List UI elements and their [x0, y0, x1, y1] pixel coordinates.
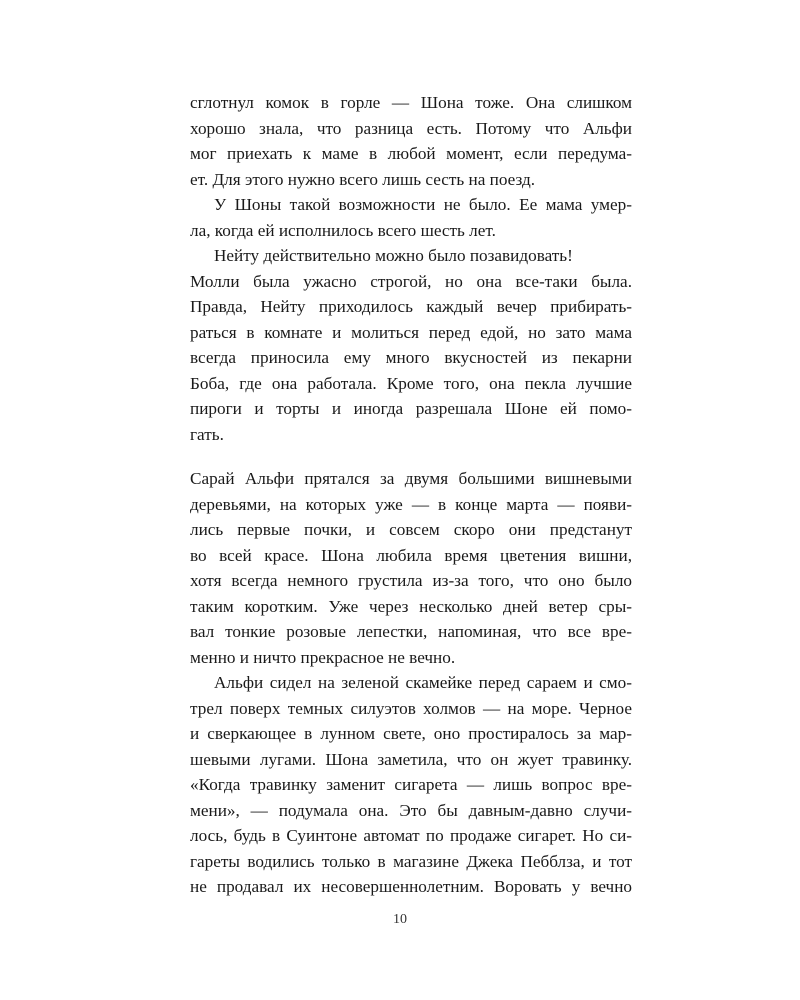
text-line: трел поверх темных силуэтов холмов — на море. Черное [190, 698, 632, 718]
text-line: Сарай Альфи прятался за двумя большими вишневыми [190, 469, 632, 488]
text-line: хотя всегда немного грустила из-за того, что оно было [190, 571, 632, 590]
text-line: лись первые почки, и совсем скоро они предстанут [190, 520, 632, 539]
text-line: Альфи сидел на зеленой скамейке перед сараем и смо- [214, 673, 632, 692]
text-line: не продавал их несовершеннолетним. Воровать у вечно [190, 877, 632, 896]
text-line: Боба, где она работала. Кроме того, она пекла лучшие [190, 373, 632, 393]
text-line: деревьями, на которых уже — в конце марта — появи- [190, 494, 632, 514]
text-line: Молли была ужасно строгой, но она все-таки была. [190, 271, 632, 291]
text-line: сглотнул комок в горле — Шона тоже. Она слишком [190, 93, 632, 112]
text-line: пироги и торты и иногда разрешала Шоне ей помо- [190, 399, 632, 418]
text-section-2 [190, 466, 632, 900]
text-line: во всей красе. Шона любила время цветения вишни, [190, 545, 632, 565]
text-line: Правда, Нейту приходилось каждый вечер прибирать- [190, 297, 632, 316]
text-line: мог приехать к маме в любой момент, если передума- [190, 144, 632, 163]
text-line: «Когда травинку заменит сигарета — лишь вопрос вре- [190, 775, 632, 794]
text-line: и сверкающее в лунном свете, оно простиралось за мар- [190, 724, 632, 743]
text-line: гареты водились только в магазине Джека Пебблза, и тот [190, 851, 632, 871]
text-line: шевыми лугами. Шона заметила, что он жует травинку. [190, 749, 632, 769]
text-line: Нейту действительно можно было позавидовать! [214, 246, 573, 265]
text-line: гать. [190, 424, 224, 444]
page-number: 10 [393, 912, 407, 927]
text-line: вал тонкие розовые лепестки, напоминая, что все вре- [190, 622, 632, 641]
text-line: лось, будь в Суинтоне автомат по продаже сигарет. Но си- [190, 826, 632, 845]
text-line: ет. Для этого нужно всего лишь сесть на поезд. [190, 169, 536, 189]
text-line: ла, когда ей исполнилось всего шесть лет. [190, 220, 496, 240]
text-line: раться в комнате и молиться перед едой, но зато мама [190, 322, 632, 342]
text-line: таким коротким. Уже через несколько дней ветер сры- [190, 596, 632, 616]
text-line: хорошо знала, что разница есть. Потому что Альфи [190, 118, 632, 138]
text-section-1 [190, 90, 632, 447]
text-line: мени», — подумала она. Это бы давным-давно случи- [190, 800, 632, 820]
text-line: У Шоны такой возможности не было. Ее мама умер- [214, 195, 632, 214]
text-line: всегда приносила ему много вкусностей из пекарни [190, 348, 632, 367]
text-line: менно и ничто прекрасное не вечно. [190, 647, 456, 667]
